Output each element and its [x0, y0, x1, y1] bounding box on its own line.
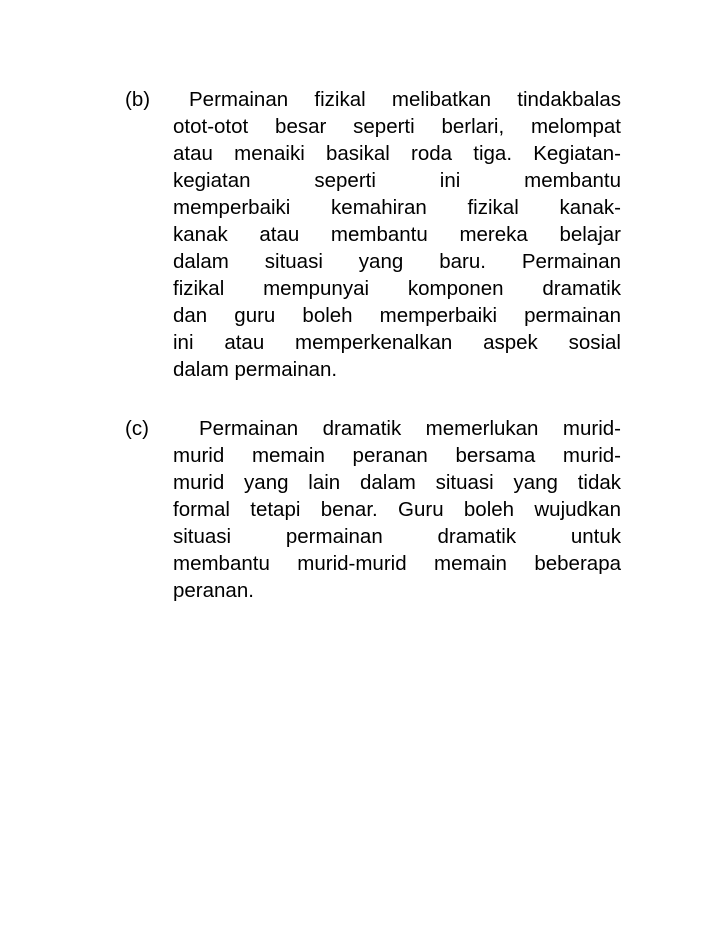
text-line: memperbaiki kemahiran fizikal kanak-	[173, 196, 621, 219]
text-line: peranan.	[173, 579, 254, 602]
text-line: situasi permainan dramatik untuk	[173, 525, 621, 548]
item-paragraph	[173, 415, 621, 604]
text-line: formal tetapi benar. Guru boleh wujudkan	[173, 498, 621, 521]
text-line: murid yang lain dalam situasi yang tidak	[173, 471, 621, 494]
list-item-b	[125, 86, 621, 383]
text-line: kegiatan seperti ini membantu	[173, 169, 621, 192]
text-line: Permainan dramatik memerlukan murid-	[199, 417, 621, 440]
item-marker: (b)	[125, 88, 151, 111]
text-line: dalam permainan.	[173, 358, 338, 381]
text-line: membantu murid-murid memain beberapa	[173, 552, 621, 575]
text-line: atau menaiki basikal roda tiga. Kegiatan-	[173, 142, 621, 165]
text-line: dan guru boleh memperbaiki permainan	[173, 304, 621, 327]
text-line: murid memain peranan bersama murid-	[173, 444, 621, 467]
text-line: dalam situasi yang baru. Permainan	[173, 250, 621, 273]
text-line: ini atau memperkenalkan aspek sosial	[173, 331, 621, 354]
text-line: fizikal mempunyai komponen dramatik	[173, 277, 621, 300]
item-marker: (c)	[125, 417, 149, 440]
text-line: otot-otot besar seperti berlari, melompat	[173, 115, 621, 138]
text-line: kanak atau membantu mereka belajar	[173, 223, 621, 246]
text-line: Permainan fizikal melibatkan tindakbalas	[189, 88, 621, 111]
item-paragraph	[173, 86, 621, 383]
list-item-c	[125, 415, 621, 604]
